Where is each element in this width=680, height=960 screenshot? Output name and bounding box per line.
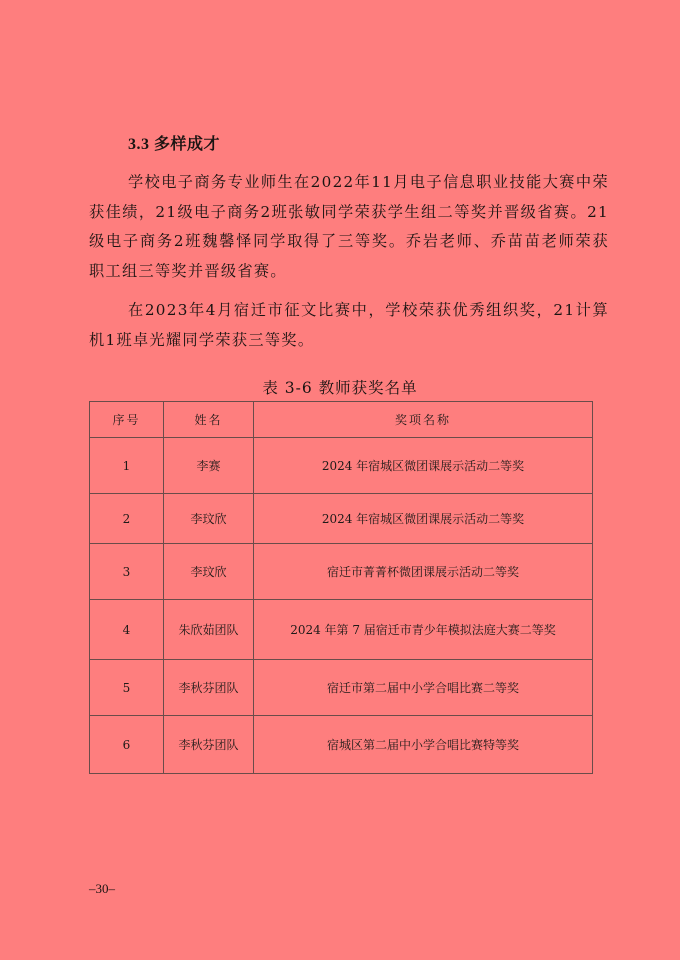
cell-award: 宿城区第二届中小学合唱比赛特等奖	[254, 716, 593, 774]
table-row	[90, 600, 593, 660]
table-row	[90, 438, 593, 494]
paragraph-ecommerce-awards: 学校电子商务专业师生在2022年11月电子信息职业技能大赛中荣获佳绩，21级电子商务2班张敏同学荣获学生组二等奖并晋级省赛。21级电子商务2班魏馨怿同学取得了三等奖。乔岩老师、乔苗苗老师荣获职工组三等奖并晋级省赛。	[89, 173, 609, 280]
cell-number: 1	[90, 438, 164, 494]
cell-number: 3	[90, 544, 164, 600]
cell-award: 宿迁市第二届中小学合唱比赛二等奖	[254, 660, 593, 716]
cell-award: 2024 年宿城区微团课展示活动二等奖	[254, 494, 593, 544]
table-row	[90, 660, 593, 716]
cell-award: 2024 年第 7 届宿迁市青少年模拟法庭大赛二等奖	[254, 600, 593, 660]
cell-name: 李赛	[164, 438, 254, 494]
page-number: –30–	[89, 881, 115, 896]
cell-name: 李秋芬团队	[164, 716, 254, 774]
cell-name: 李玟欣	[164, 494, 254, 544]
cell-name: 李玟欣	[164, 544, 254, 600]
paragraph-essay-contest: 在2023年4月宿迁市征文比赛中，学校荣获优秀组织奖，21计算机1班卓光耀同学荣获三等奖。	[89, 301, 609, 349]
cell-number: 6	[90, 716, 164, 774]
table-row	[90, 544, 593, 600]
header-name: 姓名	[164, 402, 254, 438]
cell-name: 李秋芬团队	[164, 660, 254, 716]
header-number: 序号	[90, 402, 164, 438]
table-row	[90, 494, 593, 544]
header-award: 奖项名称	[254, 402, 593, 438]
cell-award: 2024 年宿城区微团课展示活动二等奖	[254, 438, 593, 494]
cell-number: 5	[90, 660, 164, 716]
cell-number: 4	[90, 600, 164, 660]
cell-number: 2	[90, 494, 164, 544]
cell-name: 朱欣茹团队	[164, 600, 254, 660]
table-header-row	[90, 402, 593, 438]
cell-award: 宿迁市菁菁杯微团课展示活动二等奖	[254, 544, 593, 600]
teacher-awards-table	[89, 401, 593, 774]
table-caption: 表 3-6 教师获奖名单	[262, 379, 418, 397]
table-row	[90, 716, 593, 774]
section-heading: 3.3 多样成才	[128, 136, 221, 153]
